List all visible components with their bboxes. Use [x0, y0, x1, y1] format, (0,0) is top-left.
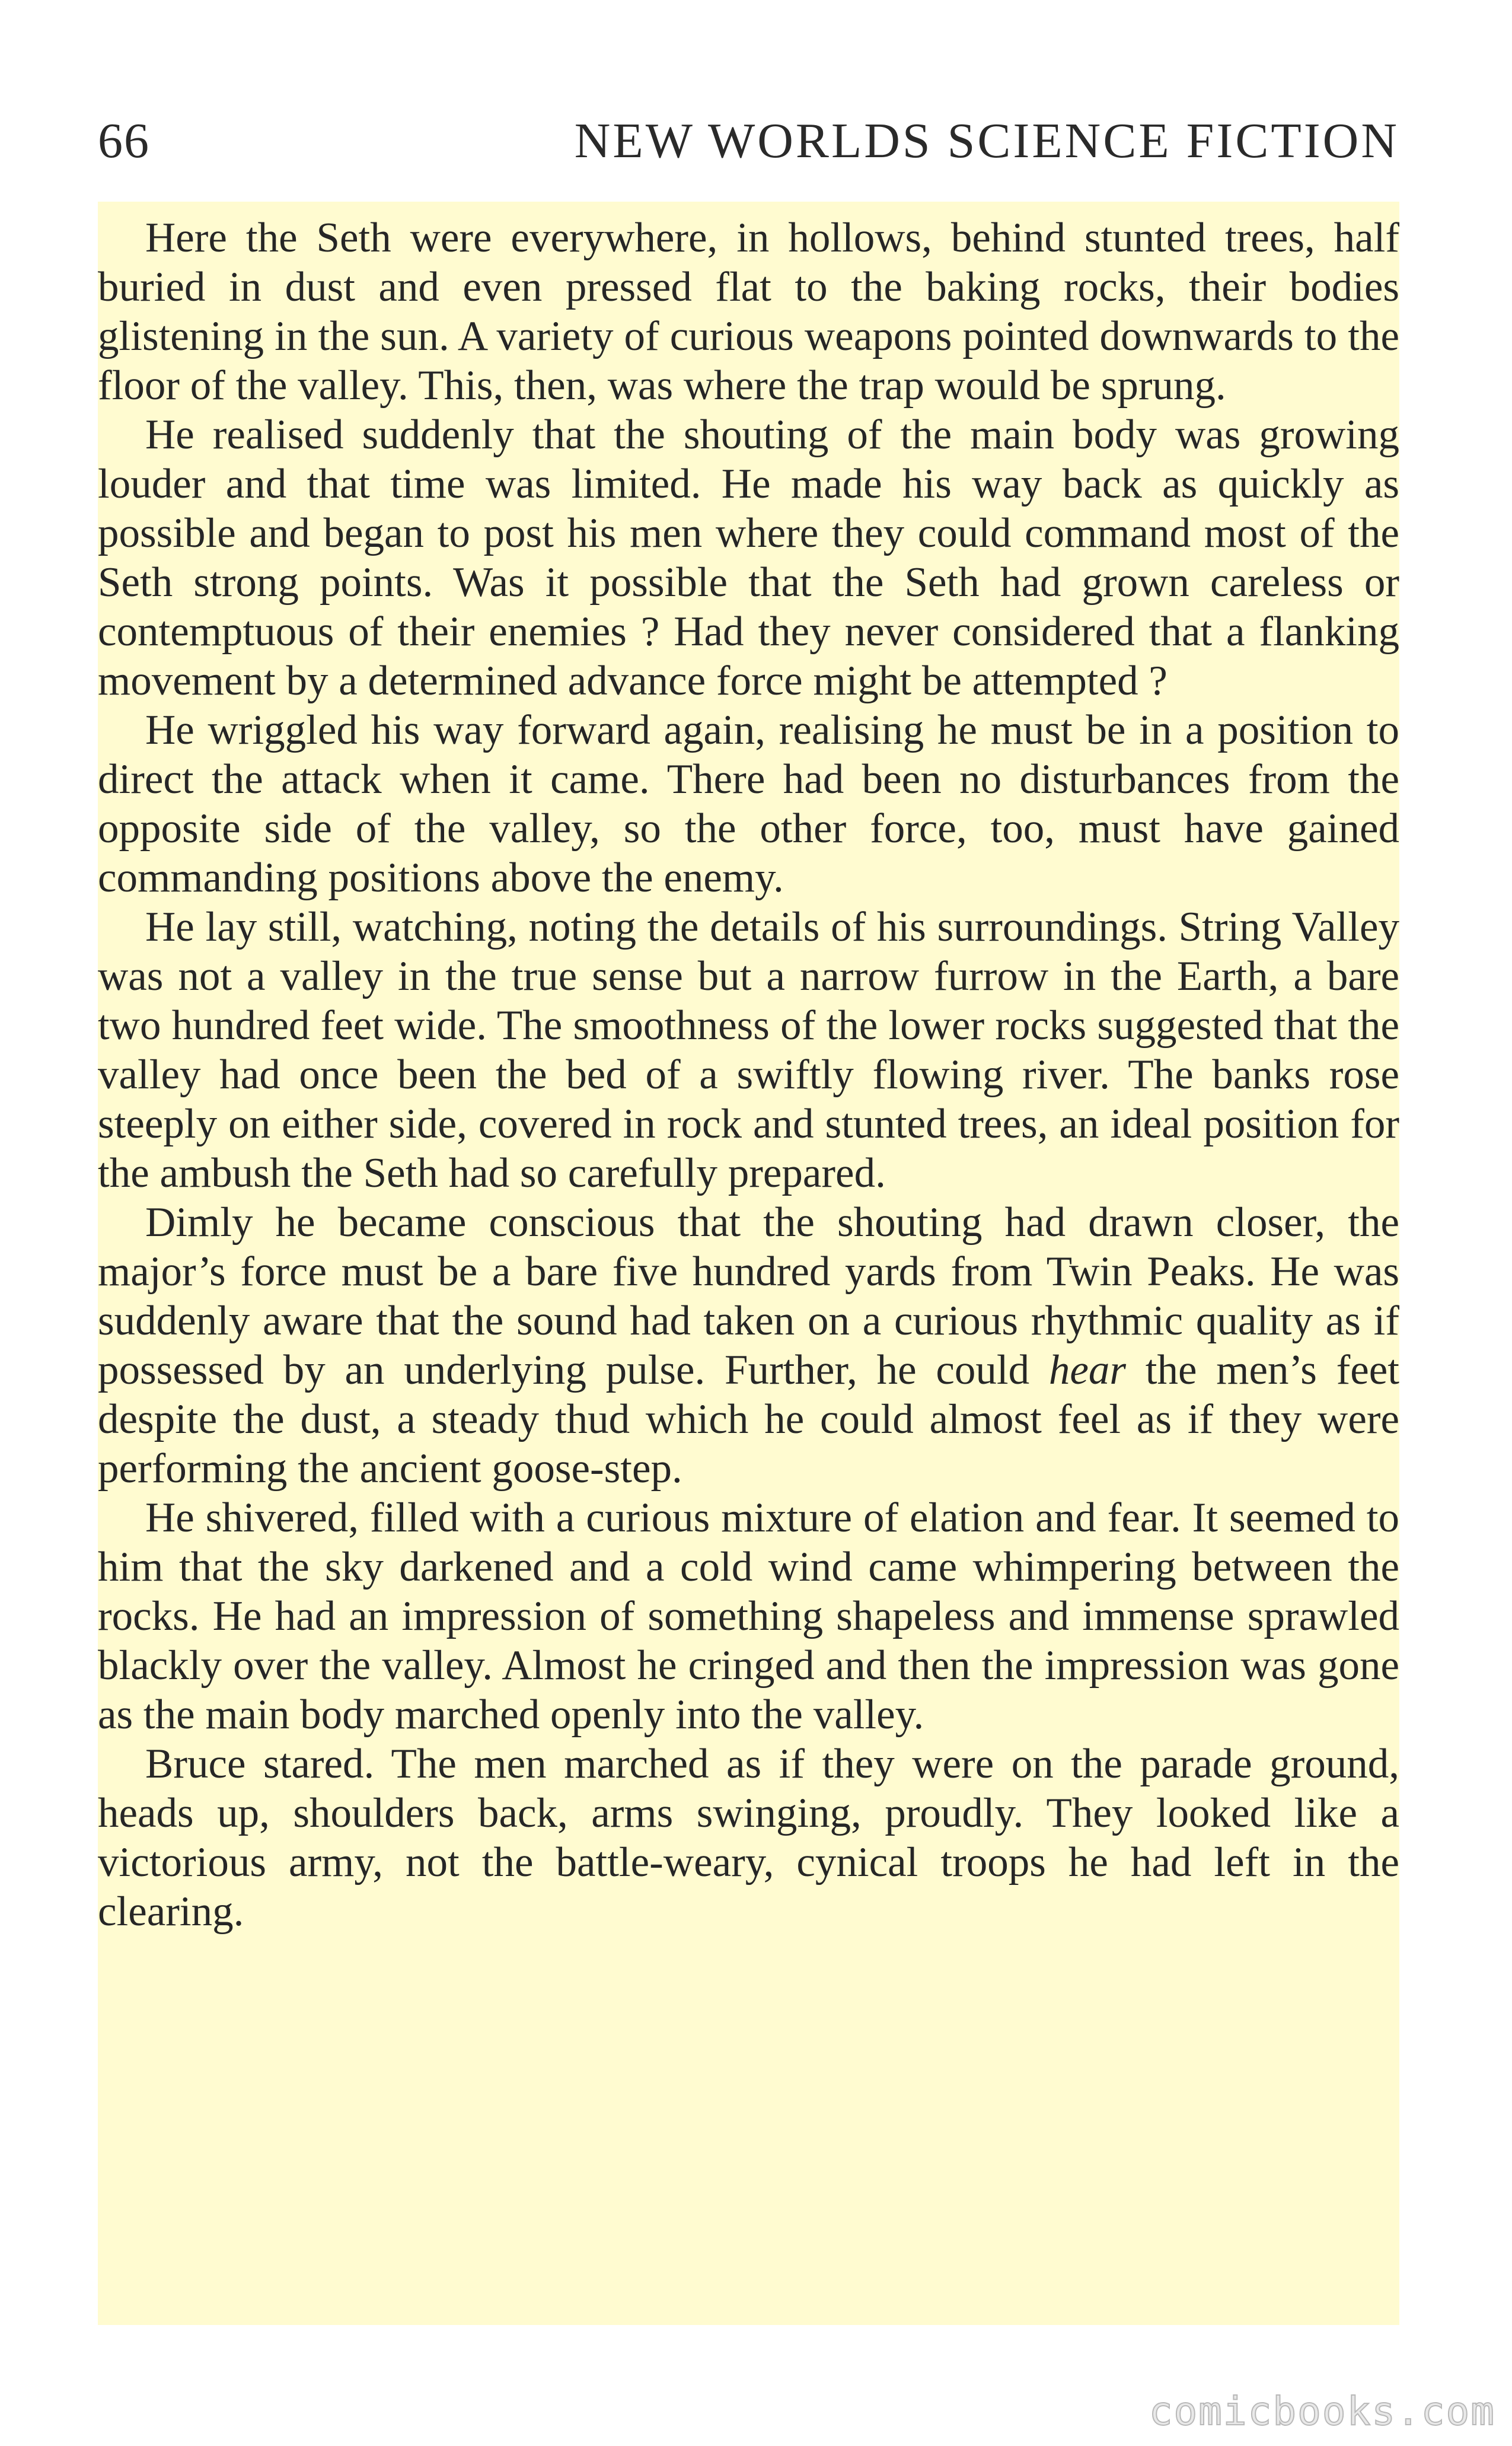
- paragraph-5-emphasis: hear: [1048, 1347, 1127, 1393]
- paragraph-5-text-before: Dimly he became conscious that the shouting had drawn closer, the major’s force must be a bare five hundred yards from Twin Peaks. He was suddenly aware that the sound had taken on a curious rhythmic quality as if possessed by an underlying pulse. Further, he could: [98, 1199, 1399, 1393]
- page-number: 66: [98, 113, 150, 168]
- body-text: [98, 202, 1399, 2325]
- paragraph-1: Here the Seth were everywhere, in hollows, behind stunted trees, half buried in dust and even pressed flat to the baking rocks, their bodies glistening in the sun. A variety of curious weapons pointed downwards to the floor of the valley. This, then, was where the trap would be sprung.: [98, 215, 1399, 409]
- page-header: [98, 106, 1399, 177]
- paragraph-2: He realised suddenly that the shouting of the main body was growing louder and that time was limited. He made his way back as quickly as possible and began to post his men where they could command most of the Seth strong points. Was it possible that the Seth had grown careless or contemptuous of their enemies ? Had they never considered that a flanking movement by a determined advance force might be attempted ?: [98, 412, 1399, 704]
- paragraph-5-text-after: the men’s feet despite the dust, a steady thud which he could almost feel as if they were performing the ancient goose-step.: [98, 1347, 1399, 1492]
- paragraph-4: He lay still, watching, noting the details of his surroundings. String Valley was not a valley in the true sense but a narrow furrow in the Earth, a bare two hundred feet wide. The smoothness of the lower rocks suggested that the valley had once been the bed of a swiftly flowing river. The banks rose steeply on either side, covered in rock and stunted trees, an ideal position for the ambush the Seth had so carefully prepared.: [98, 904, 1399, 1196]
- watermark-logo: comicbooks.com: [1149, 2388, 1495, 2434]
- paragraph-6: He shivered, filled with a curious mixture of elation and fear. It seemed to him that the sky darkened and a cold wind came whimpering between the rocks. He had an impression of something shapeless and immense sprawled blackly over the valley. Almost he cringed and then the impression was gone as the main body marched openly into the valley.: [98, 1495, 1399, 1738]
- paragraph-5: [98, 1198, 1399, 1493]
- paragraph-3: He wriggled his way forward again, realising he must be in a position to direct the attack when it came. There had been no disturbances from the opposite side of the valley, so the other force, too, must have gained commanding positions above the enemy.: [98, 707, 1399, 901]
- paragraph-7: Bruce stared. The men marched as if they were on the parade ground, heads up, shoulders back, arms swinging, proudly. They looked like a victorious army, not the battle-weary, cynical troops he had left in the clearing.: [98, 1741, 1399, 1935]
- running-title: NEW WORLDS SCIENCE FICTION: [574, 113, 1399, 168]
